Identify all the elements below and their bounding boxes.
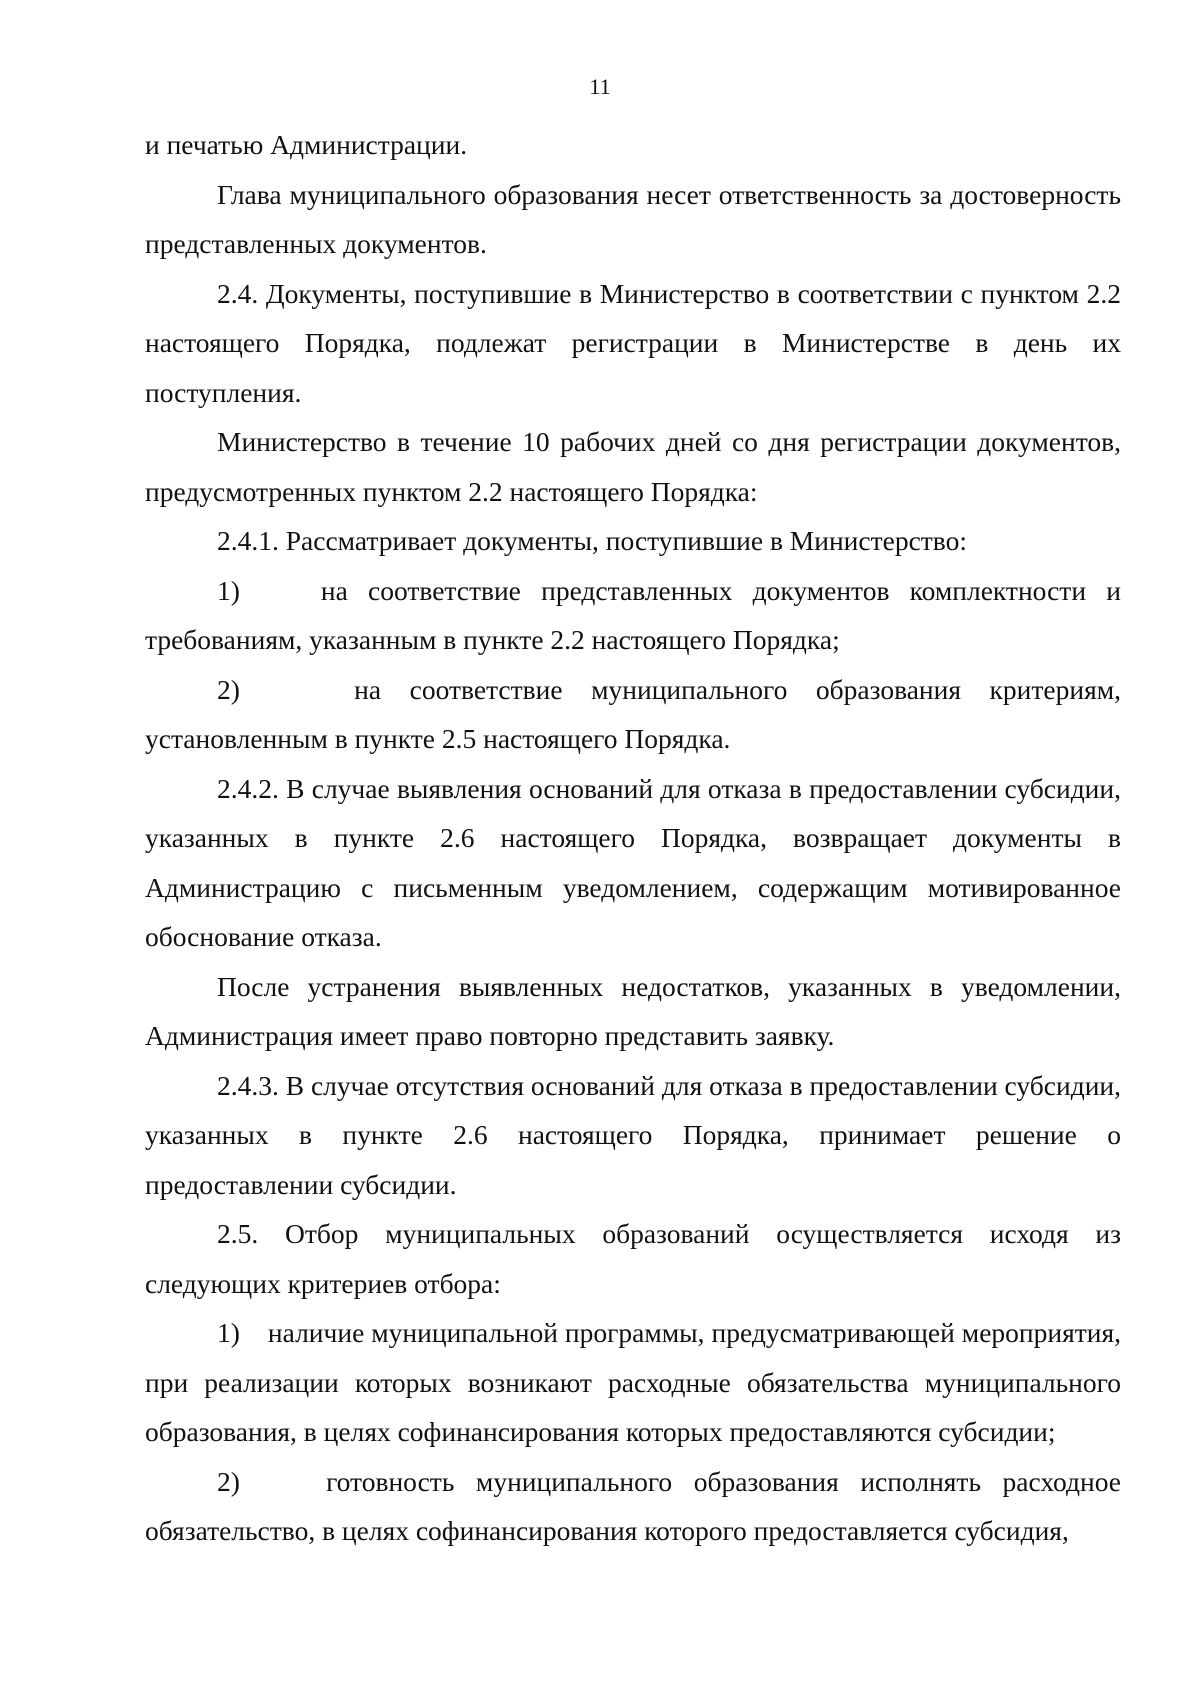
list-item-2-5-1: 1) наличие муниципальной программы, предусматривающей мероприятия, при реализации которых возникают расходные обязательства муниципального образования, в целях софинансирования которых предоставляются субсидии; xyxy=(145,1317,1121,1447)
paragraph-2-5: 2.5. Отбор муниципальных образований осуществляется исходя из следующих критериев отбора: xyxy=(145,1218,1121,1299)
paragraph-2-4: 2.4. Документы, поступившие в Министерство в соответствии с пунктом 2.2 настоящего Порядка, подлежат регистрации в Министерстве в день их поступления. xyxy=(145,277,1121,408)
page-number: 11 xyxy=(589,74,611,99)
paragraph-2-4-1: 2.4.1. Рассматривает документы, поступившие в Министерство: xyxy=(217,525,967,556)
paragraph-2-4-3: 2.4.3. В случае отсутствия оснований для отказа в предоставлении субсидии, указанных в пункте 2.6 настоящего Порядка, принимает решение о предоставлении субсидии. xyxy=(145,1069,1121,1200)
paragraph-resubmission: После устранения выявленных недостатков, указанных в уведомлении, Администрация имеет право повторно представить заявку. xyxy=(145,970,1121,1051)
list-item-2-5-2: 2) готовность муниципального образования исполнять расходное обязательство, в целях софинансирования которого предоставляется субсидия, xyxy=(145,1465,1121,1546)
list-item-2-4-1-2: 2) на соответствие муниципального образования критериям, установленным в пункте 2.5 настоящего Порядка. xyxy=(145,673,1121,754)
paragraph-head-responsibility: Глава муниципального образования несет ответственность за достоверность представленных документов. xyxy=(145,178,1121,259)
paragraph-continuation: и печатью Администрации. xyxy=(145,129,468,160)
paragraph-ministry-review: Министерство в течение 10 рабочих дней со дня регистрации документов, предусмотренных пунктом 2.2 настоящего Порядка: xyxy=(145,426,1121,507)
list-item-2-4-1-1: 1) на соответствие представленных документов комплектности и требованиям, указанным в пункте 2.2 настоящего Порядка; xyxy=(145,574,1121,655)
document-body xyxy=(145,120,1121,1556)
paragraph-2-4-2: 2.4.2. В случае выявления оснований для отказа в предоставлении субсидии, указанных в пункте 2.6 настоящего Порядка, возвращает документы в Администрацию с письменным уведомлением, содержащим мотивированное обоснование отказа. xyxy=(145,772,1121,952)
